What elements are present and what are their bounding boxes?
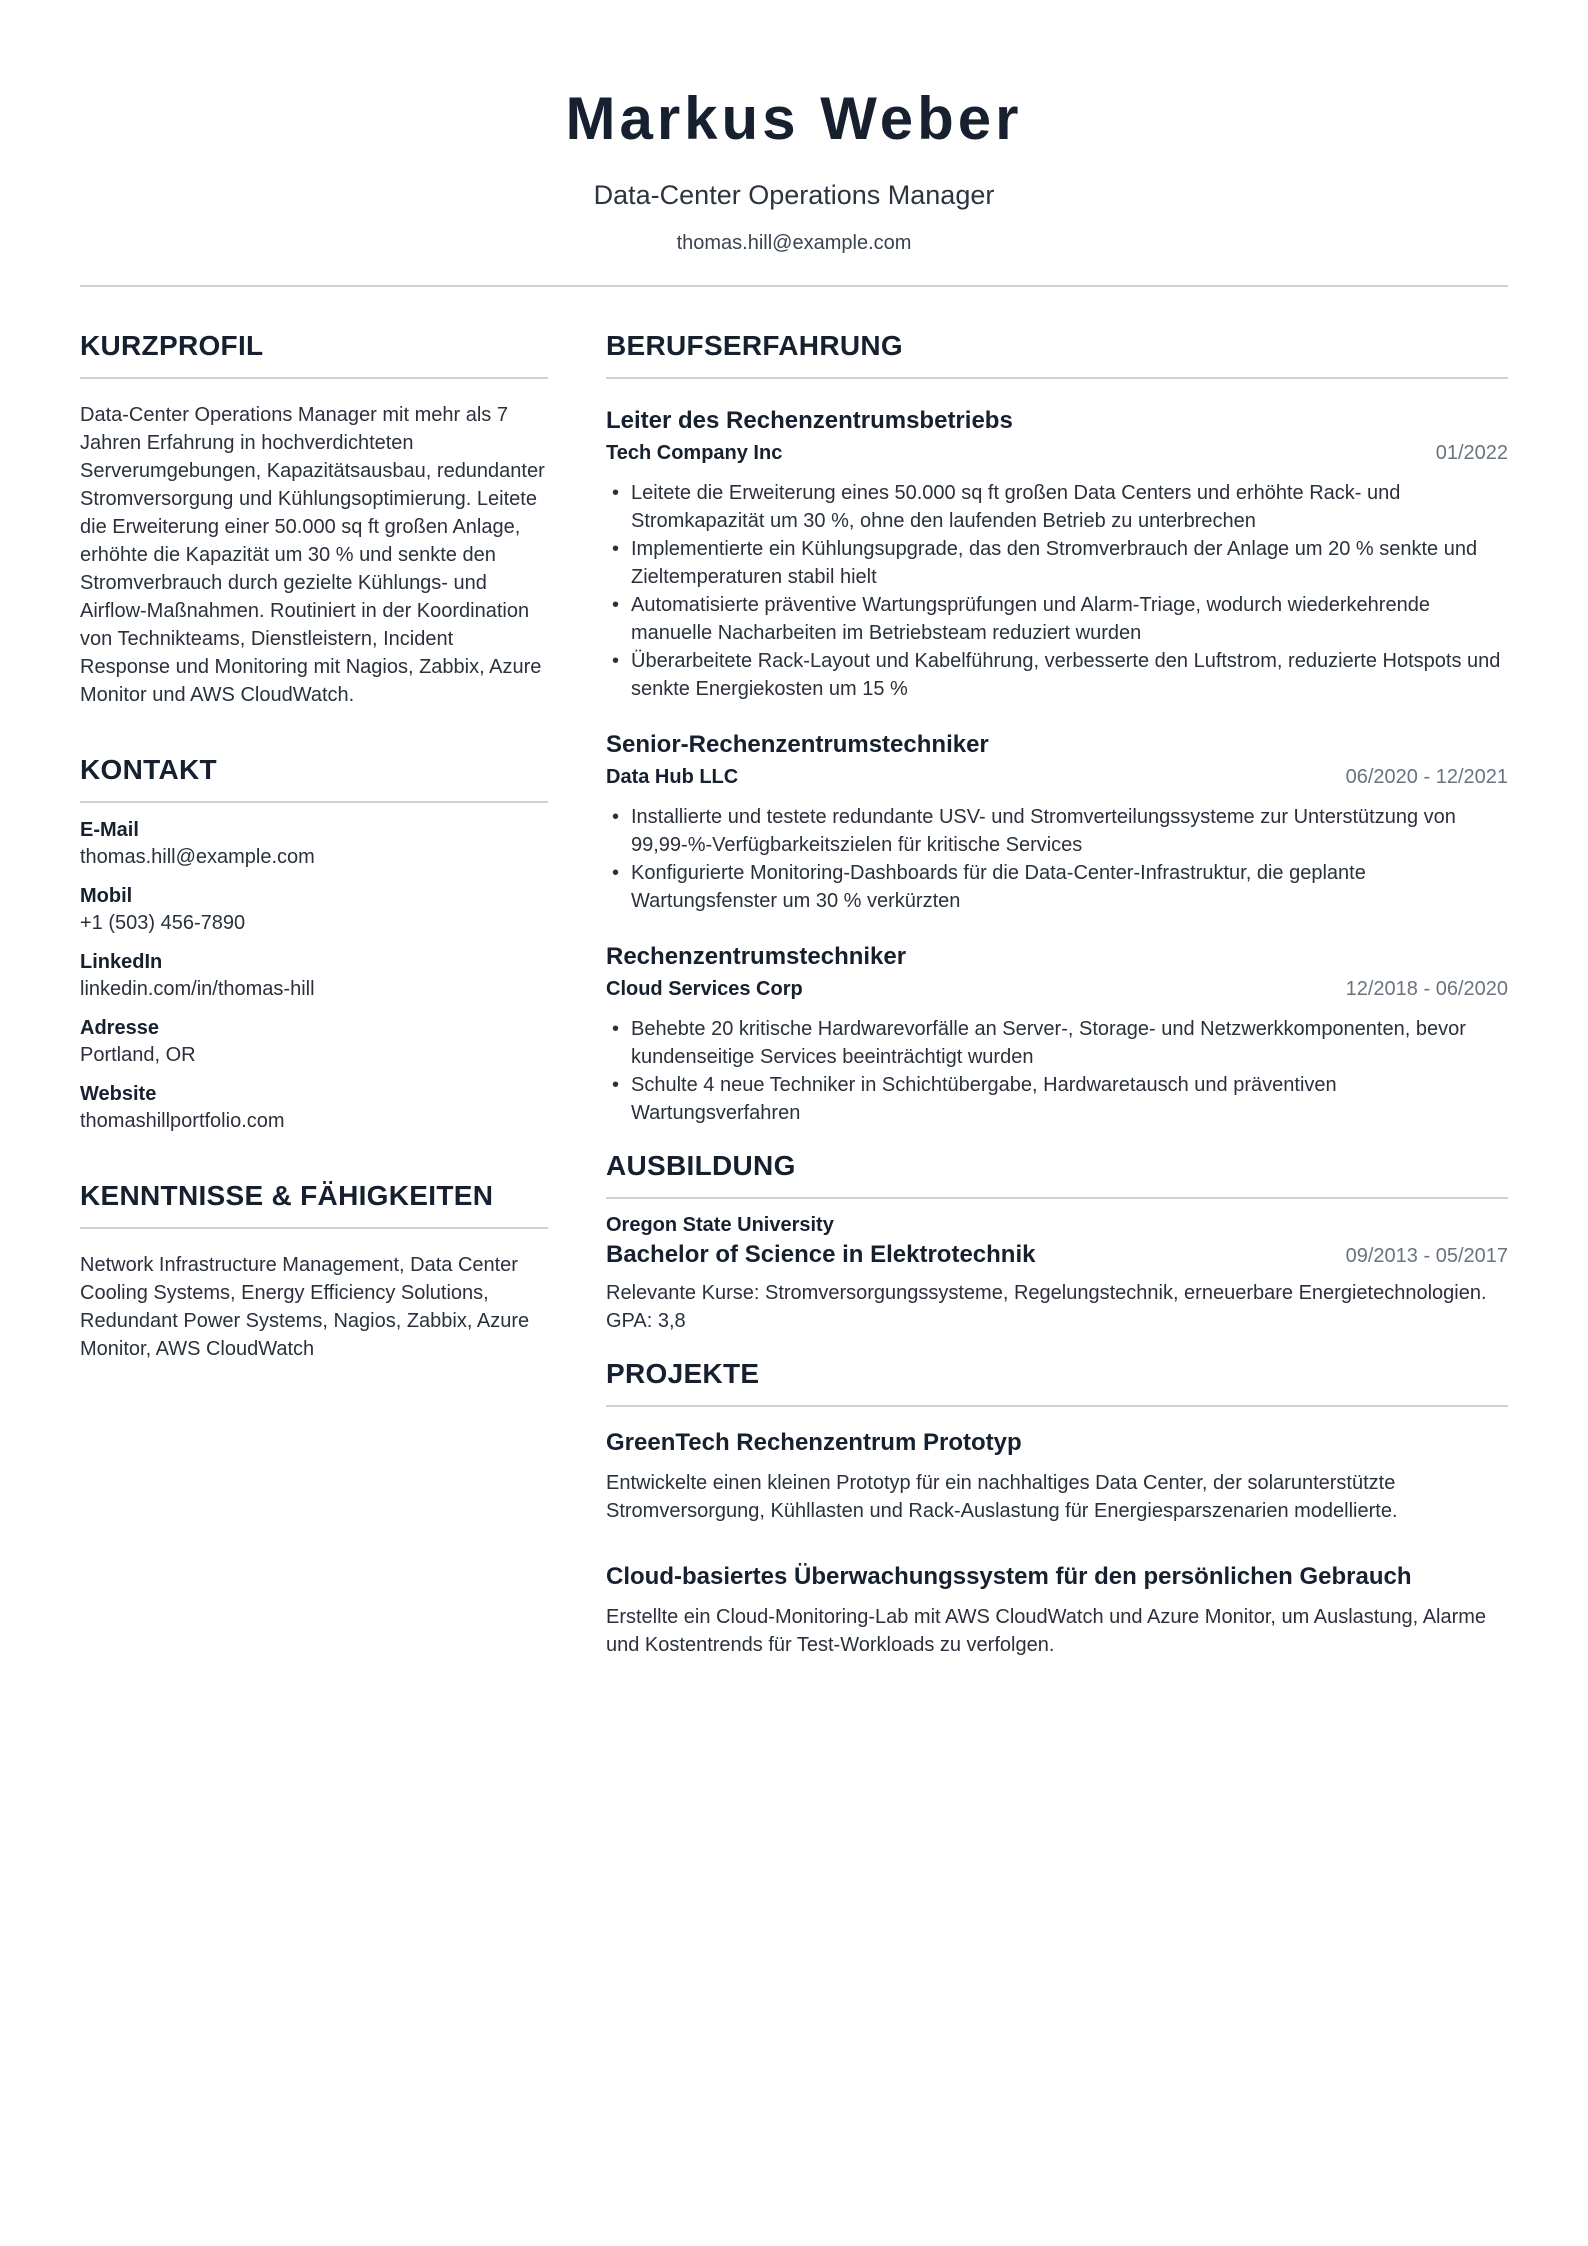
- education-meta: [606, 1239, 1508, 1271]
- profile-heading: KURZPROFIL: [80, 330, 264, 361]
- education-heading: AUSBILDUNG: [606, 1150, 796, 1181]
- contact-list: [80, 817, 548, 1135]
- skills-section: [80, 1179, 548, 1363]
- job-date: 12/2018 - 06/2020: [1345, 978, 1508, 1000]
- section-divider: [606, 377, 1508, 379]
- job-bullet: • Automatisierte präventive Wartungsprüfungen und Alarm-Triage, wodurch wiederkehrende manuelle Nacharbeiten im Betriebsteam reduziert wurden: [606, 591, 1508, 647]
- job-bullet: • Konfigurierte Monitoring-Dashboards für die Data-Center-Infrastruktur, die geplante Wartungsfenster um 30 % verkürzten: [606, 859, 1508, 915]
- job-meta: [606, 439, 1508, 467]
- experience-section: [606, 329, 1508, 1127]
- job-bullet: • Implementierte ein Kühlungsupgrade, das den Stromverbrauch der Anlage um 20 % senkte und Zieltemperaturen stabil hielt: [606, 535, 1508, 591]
- project-entry: [606, 1561, 1508, 1659]
- section-divider: [80, 801, 548, 803]
- education-section: [606, 1149, 1508, 1335]
- contact-label: LinkedIn: [80, 951, 163, 973]
- job-bullets: [606, 803, 1508, 915]
- resume-columns: [80, 329, 1508, 1681]
- resume-header: [80, 0, 1508, 256]
- contact-email-value[interactable]: thomas.hill@example.com: [80, 846, 315, 868]
- education-degree: Bachelor of Science in Elektrotechnik: [606, 1241, 1036, 1268]
- contact-item-phone: [80, 883, 548, 937]
- contact-item-website: [80, 1081, 548, 1135]
- experience-heading: BERUFSERFAHRUNG: [606, 330, 903, 361]
- contact-item-email: [80, 817, 548, 871]
- job-bullets: [606, 1015, 1508, 1127]
- profile-text: Data-Center Operations Manager mit mehr als 7 Jahren Erfahrung in hochverdichteten Serverumgebungen, Kapazitätsausbau, redundanter Stromversorgung und Kühlungsoptimierung. Leitete die Erweiterung einer 50.000 sq ft großen Anlage, erhöhte die Kapazität um 30 % und senkte den Stromverbrauch durch gezielte Kühlungs- und Airflow-Maßnahmen. Routiniert in der Koordination von Technikteams, Dienstleistern, Incident Response und Monitoring mit Nagios, Zabbix, Azure Monitor und AWS CloudWatch.: [80, 404, 545, 706]
- right-column: [606, 329, 1508, 1681]
- skills-heading: KENNTNISSE & FÄHIGKEITEN: [80, 1180, 494, 1211]
- projects-section: [606, 1357, 1508, 1659]
- job-bullet: • Schulte 4 neue Techniker in Schichtübergabe, Hardwaretausch und präventiven Wartungsverfahren: [606, 1071, 1508, 1127]
- job-entry: [606, 729, 1508, 915]
- job-company: Cloud Services Corp: [606, 978, 803, 1000]
- job-title: Rechenzentrumstechniker: [606, 943, 907, 970]
- candidate-name: Markus Weber: [565, 85, 1023, 152]
- contact-label: Website: [80, 1083, 157, 1105]
- job-bullet: • Leitete die Erweiterung eines 50.000 sq ft großen Data Centers und erhöhte Rack- und Stromkapazität um 30 %, ohne den laufenden Betrieb zu unterbrechen: [606, 479, 1508, 535]
- project-title: GreenTech Rechenzentrum Prototyp: [606, 1429, 1022, 1456]
- job-meta: [606, 975, 1508, 1003]
- job-company: Data Hub LLC: [606, 766, 739, 788]
- profile-section: [80, 329, 548, 709]
- job-title: Leiter des Rechenzentrumsbetriebs: [606, 407, 1013, 434]
- section-divider: [606, 1405, 1508, 1407]
- contact-label: E-Mail: [80, 819, 139, 841]
- contact-phone-value[interactable]: +1 (503) 456-7890: [80, 912, 246, 934]
- job-bullet: • Überarbeitete Rack-Layout und Kabelführung, verbesserte den Luftstrom, reduzierte Hotspots und senkte Energiekosten um 15 %: [606, 647, 1508, 703]
- section-divider: [80, 377, 548, 379]
- education-school: Oregon State University: [606, 1214, 834, 1236]
- contact-item-address: [80, 1015, 548, 1069]
- section-divider: [606, 1197, 1508, 1199]
- project-description: Erstellte ein Cloud-Monitoring-Lab mit AWS CloudWatch und Azure Monitor, um Auslastung, Alarme und Kostentrends für Test-Workloads zu verfolgen.: [606, 1606, 1487, 1656]
- job-bullets: [606, 479, 1508, 703]
- projects-heading: PROJEKTE: [606, 1358, 760, 1389]
- job-date: 06/2020 - 12/2021: [1345, 766, 1508, 788]
- education-date: 09/2013 - 05/2017: [1345, 1245, 1508, 1267]
- contact-section: [80, 753, 548, 1135]
- project-description: Entwickelte einen kleinen Prototyp für ein nachhaltiges Data Center, der solarunterstützte Stromversorgung, Kühllasten und Rack-Auslastung für Energiesparszenarien modellierte.: [606, 1472, 1398, 1522]
- candidate-title: Data-Center Operations Manager: [593, 180, 995, 210]
- left-column: [80, 329, 548, 1681]
- project-title: Cloud-basiertes Überwachungssystem für den persönlichen Gebrauch: [606, 1563, 1412, 1590]
- section-divider: [80, 1227, 548, 1229]
- header-email: thomas.hill@example.com: [676, 232, 912, 254]
- job-entry: [606, 405, 1508, 703]
- contact-website-value[interactable]: thomashillportfolio.com: [80, 1110, 285, 1132]
- skills-text: Network Infrastructure Management, Data Center Cooling Systems, Energy Efficiency Solutions, Redundant Power Systems, Nagios, Zabbix, Azure Monitor, AWS CloudWatch: [80, 1254, 530, 1360]
- job-bullet: • Installierte und testete redundante USV- und Stromverteilungssysteme zur Unterstützung von 99,99-%-Verfügbarkeitszielen für kritische Services: [606, 803, 1508, 859]
- contact-item-linkedin: [80, 949, 548, 1003]
- job-entry: [606, 941, 1508, 1127]
- education-description: Relevante Kurse: Stromversorgungssysteme, Regelungstechnik, erneuerbare Energietechnologien. GPA: 3,8: [606, 1282, 1487, 1332]
- contact-label: Adresse: [80, 1017, 159, 1039]
- contact-linkedin-value[interactable]: linkedin.com/in/thomas-hill: [80, 978, 315, 1000]
- contact-heading: KONTAKT: [80, 754, 217, 785]
- job-meta: [606, 763, 1508, 791]
- job-title: Senior-Rechenzentrumstechniker: [606, 731, 989, 758]
- job-date: 01/2022: [1435, 442, 1508, 464]
- job-bullet: • Behebte 20 kritische Hardwarevorfälle an Server-, Storage- und Netzwerkkomponenten, bevor kundenseitige Services beeinträchtigt wurden: [606, 1015, 1508, 1071]
- contact-address-value: Portland, OR: [80, 1044, 196, 1066]
- project-entry: [606, 1427, 1508, 1525]
- contact-label: Mobil: [80, 885, 133, 907]
- header-divider: [80, 285, 1508, 287]
- job-company: Tech Company Inc: [606, 442, 783, 464]
